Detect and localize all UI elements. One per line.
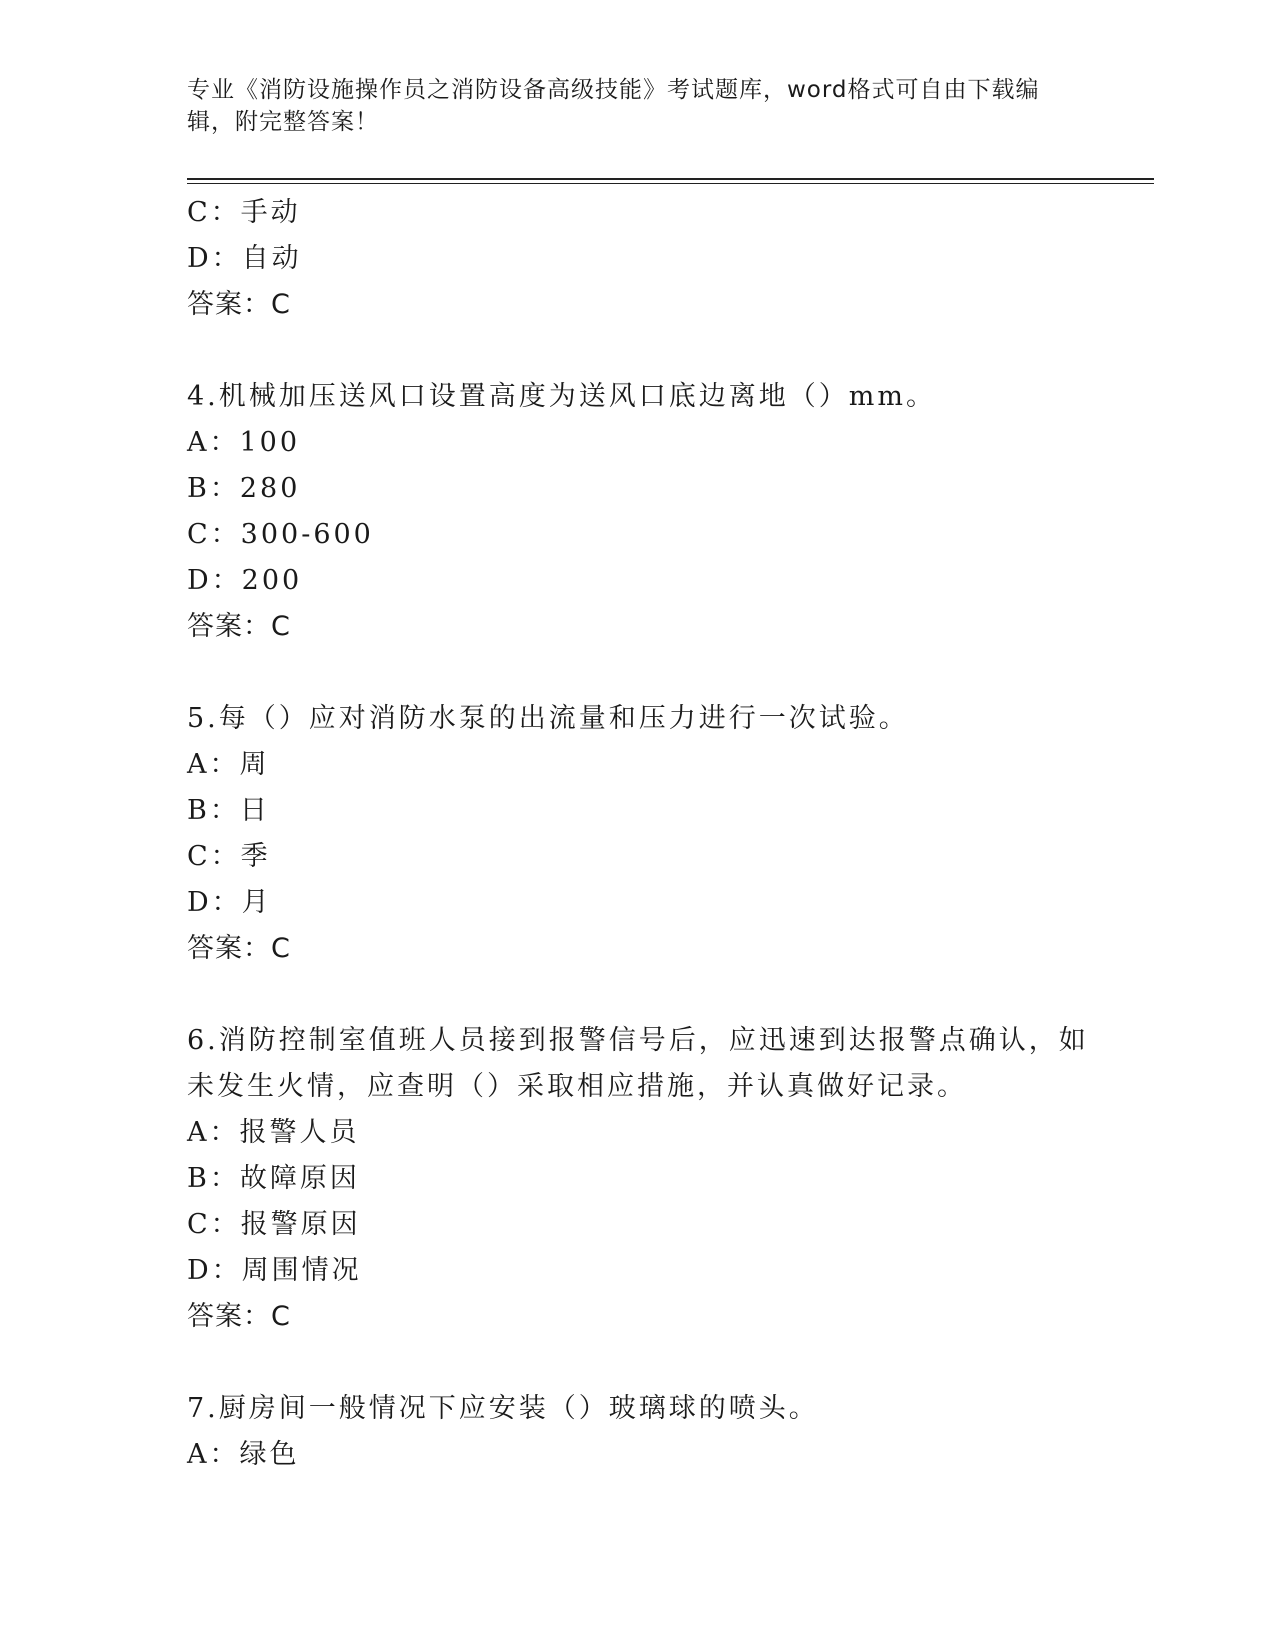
- option-b: B：日: [187, 795, 270, 826]
- question-5: [187, 696, 1087, 972]
- option-c: C：季: [187, 841, 271, 872]
- option-d: D：周围情况: [187, 1255, 362, 1286]
- option-d: D：月: [187, 887, 272, 918]
- question-stem: 7.厨房间一般情况下应安装（）玻璃球的喷头。: [187, 1393, 819, 1424]
- option-a: A：绿色: [187, 1439, 300, 1470]
- header-divider-thick: [187, 178, 1154, 180]
- spacer: [187, 328, 1087, 374]
- answer-line: 答案：C: [187, 611, 291, 642]
- question-4: [187, 374, 1087, 650]
- header-text-line-1: 专业《消防设施操作员之消防设备高级技能》考试题库，word格式可自由下载编: [187, 77, 1040, 103]
- header-divider-thin: [187, 183, 1154, 184]
- spacer: [187, 972, 1087, 1018]
- answer-line: 答案：C: [187, 1301, 291, 1332]
- header-text-line-2: 辑，附完整答案！: [187, 109, 379, 135]
- document-header: [187, 74, 1067, 138]
- option-c: C：300-600: [187, 519, 374, 550]
- option-a: A：100: [187, 427, 301, 458]
- option-a: A：报警人员: [187, 1117, 360, 1148]
- spacer: [187, 650, 1087, 696]
- spacer: [187, 1340, 1087, 1386]
- option-c: C：报警原因: [187, 1209, 361, 1240]
- question-6: [187, 1018, 1087, 1340]
- answer-line: 答案：C: [187, 289, 291, 320]
- option-a: A：周: [187, 749, 270, 780]
- answer-line: 答案：C: [187, 933, 291, 964]
- question-stem: 5.每（）应对消防水泵的出流量和压力进行一次试验。: [187, 703, 909, 734]
- option-d: D：自动: [187, 243, 302, 274]
- question-list: [187, 190, 1087, 1478]
- option-b: B：故障原因: [187, 1163, 360, 1194]
- question-stem-line-2: 未发生火情，应查明（）采取相应措施，并认真做好记录。: [187, 1071, 967, 1102]
- option-c: C：手动: [187, 197, 301, 228]
- question-stem-line-1: 6.消防控制室值班人员接到报警信号后，应迅速到达报警点确认，如: [187, 1025, 1089, 1056]
- option-d: D：200: [187, 565, 303, 596]
- option-b: B：280: [187, 473, 301, 504]
- question-partial: [187, 190, 1087, 328]
- question-7: [187, 1386, 1087, 1478]
- question-stem: 4.机械加压送风口设置高度为送风口底边离地（）mm。: [187, 381, 936, 412]
